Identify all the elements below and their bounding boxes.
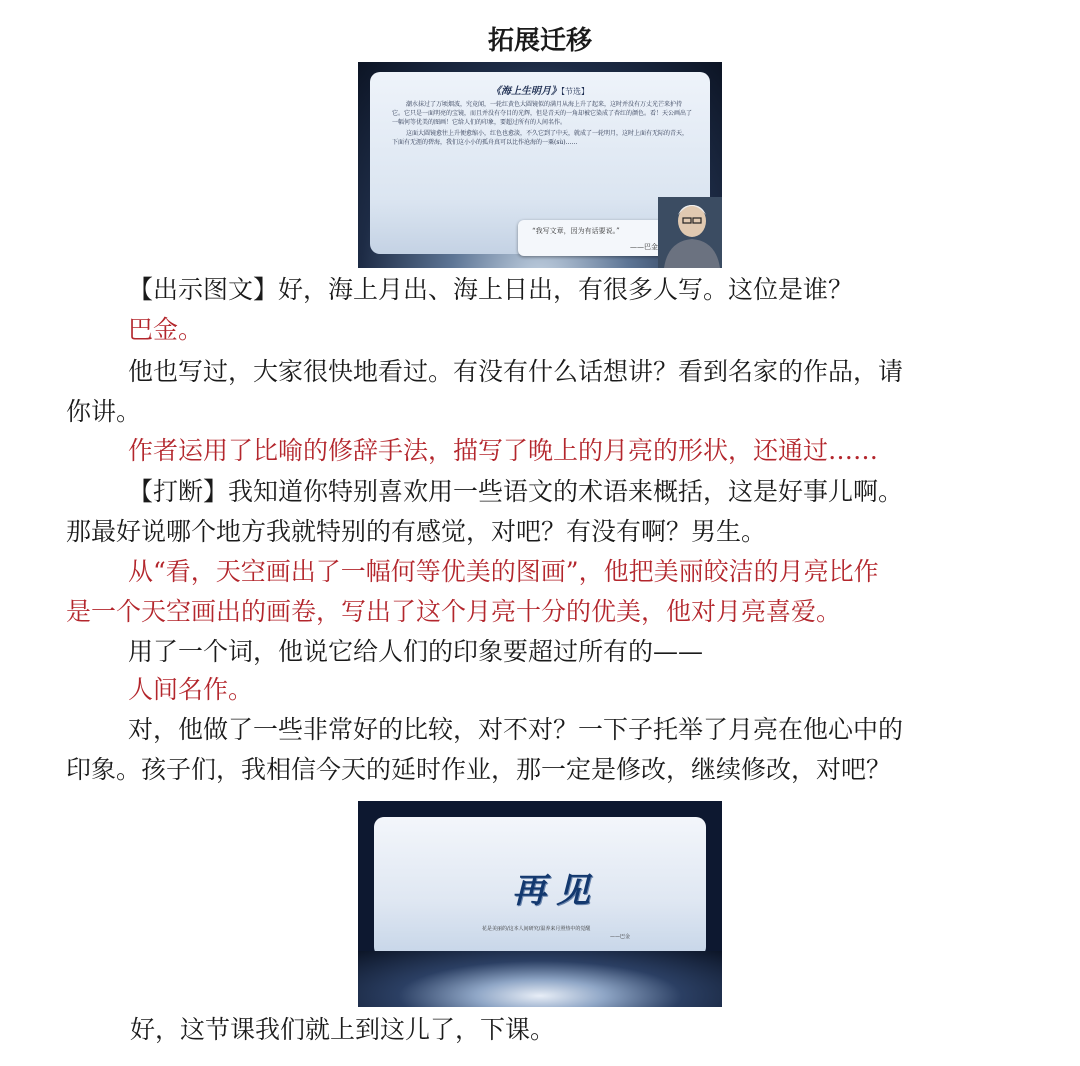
poem-title-text: 《海上生明月》 xyxy=(491,86,561,97)
slide-caption: 花是美丽的/这本人间研究/温养来月照热中的觉醒 xyxy=(482,926,591,932)
text-line: 【打断】我知道你特别喜欢用一些语文的术语来概括，这是好事儿啊。 xyxy=(128,477,904,506)
poem-tag: 【节选】 xyxy=(561,87,589,96)
text-line: 那最好说哪个地方我就特别的有感觉，对吧？有没有啊？男生。 xyxy=(66,517,767,546)
quote-box xyxy=(518,220,678,256)
slide-image-goodbye xyxy=(358,801,722,1007)
moonlit-sea xyxy=(358,951,722,1007)
text-line: 对，他做了一些非常好的比较，对不对？一下子托举了月亮在他心中的 xyxy=(128,715,904,744)
slide-image-poem xyxy=(358,62,722,268)
goodbye-heading: 再见 xyxy=(512,871,600,911)
text-line: 作者运用了比喻的修辞手法，描写了晚上的月亮的形状，还通过…… xyxy=(128,436,879,465)
portrait-image xyxy=(658,197,722,268)
text-line: 从“看，天空画出了一幅何等优美的图画”，他把美丽皎洁的月亮比作 xyxy=(128,557,879,586)
quote-author: ——巴金 xyxy=(630,243,658,251)
text-line: 巴金。 xyxy=(128,315,204,344)
slide-caption-author: ——巴金 xyxy=(610,934,631,940)
text-line: 你讲。 xyxy=(66,397,142,426)
text-line: 他也写过，大家很快地看过。有没有什么话想讲？看到名家的作品，请 xyxy=(128,357,904,386)
text-line: 【出示图文】好，海上月出、海上日出，有很多人写。这位是谁？ xyxy=(128,275,854,304)
text-line: 是一个天空画出的画卷，写出了这个月亮十分的优美，他对月亮喜爱。 xyxy=(66,597,842,626)
poem-paragraph: 潮水抹过了万顷烟波，究竟闻，一轮红黄色大圆镜似的满月从海上升了起来，这时并没有万丈光芒来护持它。它只是一面明亮的宝镜，而且并没有夺目的光辉，但是青天的一角却被它染成了杏红的颜色。看！天公画出了一幅何等优美的图画！它给人们的印象，要超过所有的人间名作。 xyxy=(392,101,693,126)
slide-panel xyxy=(374,817,706,957)
closing-line: 好，这节课我们就上到这儿了，下课。 xyxy=(130,1015,556,1044)
poem-paragraph: 这面大圆镜愈往上升便愈缩小，红色也愈淡，不久它到了中天，就成了一轮明月，这时上面有无际的青天，下面有无涯的碧海，我们这小小的孤舟真可以比作沧海的一粟(sù)…… xyxy=(392,130,689,146)
poem-body xyxy=(392,100,692,149)
quote-text: “我写文章，因为有话要说。” xyxy=(532,227,620,235)
section-title: 拓展迁移 xyxy=(487,26,592,56)
text-line: 用了一个词，他说它给人们的印象要超过所有的—— xyxy=(128,637,704,666)
text-line: 印象。孩子们，我相信今天的延时作业，那一定是修改，继续修改，对吧？ xyxy=(66,755,892,784)
text-line: 人间名作。 xyxy=(128,675,254,704)
poem-title xyxy=(370,82,710,97)
